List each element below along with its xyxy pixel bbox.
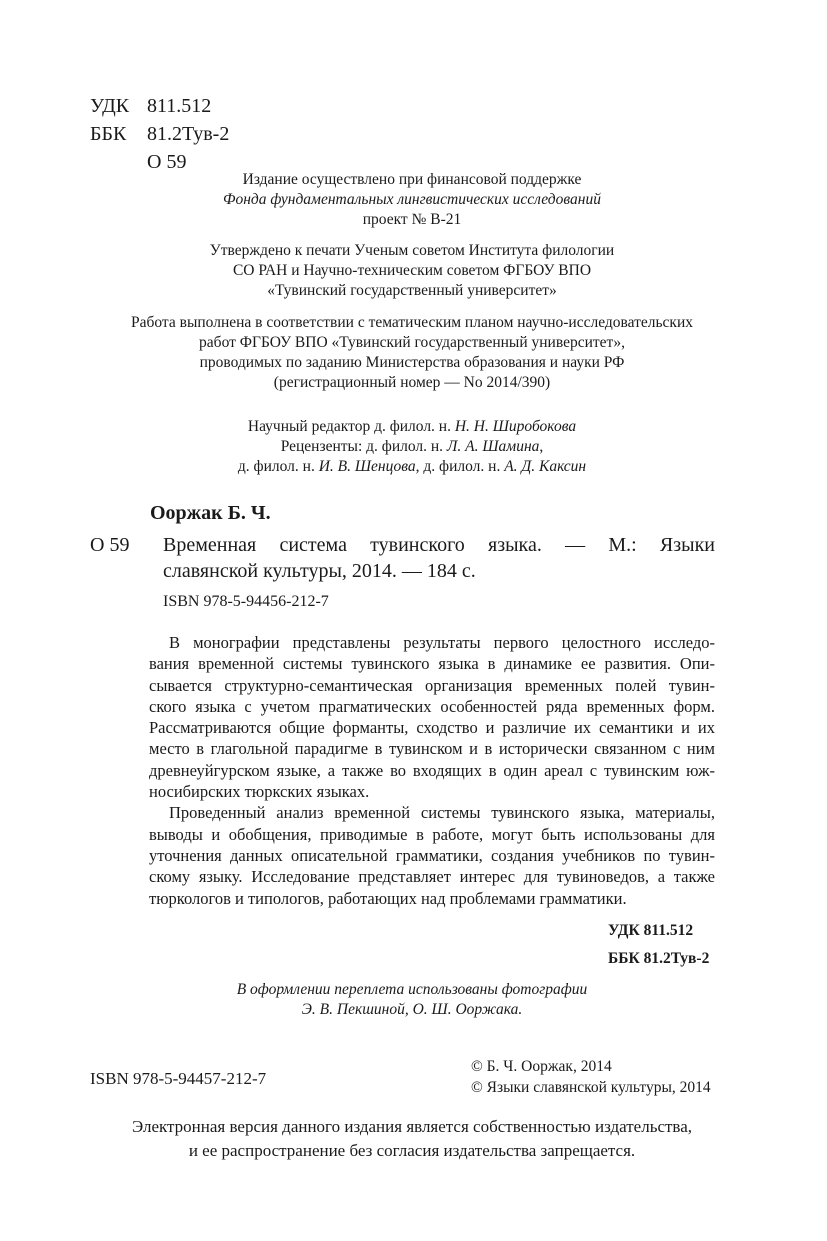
abstract-line: сывается структурно-семантическая организация временных полей тувин- (149, 675, 715, 695)
book-title (163, 532, 715, 584)
photo-credit-line-1: В оформлении переплета использованы фотографии (236, 981, 588, 998)
book-code: О 59 (90, 534, 130, 556)
work-line-3: проводимых по заданию Министерства образования и науки РФ (199, 354, 625, 371)
funding-line-2: Фонда фундаментальных лингвистических исследований (223, 191, 601, 208)
book-author: Ооржак Б. Ч. (150, 502, 271, 524)
abstract-line: древнеуйгурском языке, а также во входящих в один ареал с тувинским юж- (149, 760, 715, 780)
approval-line-3: «Тувинский государственный университет» (267, 282, 557, 299)
funding-line-3: проект № В-21 (362, 211, 462, 228)
udk-value: 811.512 (147, 95, 212, 117)
abstract-line: Рассматриваются общие форманты, сходство и различие их семантики и их (149, 718, 715, 738)
udk-bottom: УДК 811.512 (608, 922, 694, 939)
udk-label: УДК (90, 95, 130, 117)
bbk-value: 81.2Тув-2 (147, 123, 230, 145)
abstract-line: место в глагольной парадигме в тувинском и в исторически связанном с ним (149, 739, 715, 759)
footer-isbn: ISBN 978-5-94457-212-7 (90, 1069, 267, 1088)
classification-block (90, 92, 229, 176)
reviewer-3-prefix: , д. филол. н. (415, 458, 505, 475)
approval-note (90, 241, 734, 301)
reviewer-1-suffix: , (539, 438, 544, 455)
photo-credit-line-2: Э. В. Пекшиной, О. Ш. Ооржака. (301, 1001, 523, 1018)
reviewer-1: Л. А. Шамина (446, 438, 540, 455)
author-sign: О 59 (147, 151, 187, 173)
work-line-2: работ ФГБОУ ВПО «Тувинский государственный университет», (199, 334, 625, 351)
notice-line-2: и ее распространение без согласия издательства запрещается. (188, 1141, 636, 1160)
copyright-block (471, 1056, 711, 1098)
copyright-publisher: © Языки славянской культуры, 2014 (471, 1079, 711, 1096)
abstract-line: носибирских тюркских языках. (149, 782, 370, 802)
bbk-label: ББК (90, 123, 127, 145)
work-note (90, 313, 734, 393)
abstract-line: вания временной системы тувинского языка в динамике ее развития. Опи- (149, 654, 715, 674)
work-line-1: Работа выполнена в соответствии с тематическим планом научно-исследовательских (130, 314, 694, 331)
title-line-2: славянской культуры, 2014. — 184 с. (163, 560, 476, 582)
bbk-bottom: ББК 81.2Тув-2 (608, 950, 710, 967)
abstract-line: В монографии представлены результаты первого целостного исследо- (169, 633, 715, 652)
photo-credit (90, 980, 734, 1020)
abstract-line: Проведенный анализ временной системы тувинского языка, материалы, (169, 803, 715, 823)
copyright-author: © Б. Ч. Ооржак, 2014 (471, 1058, 612, 1075)
title-line-1: Временная система тувинского языка. — М.: Языки (163, 534, 715, 556)
editor-name: Н. Н. Широбокова (454, 418, 577, 435)
funding-line-1: Издание осуществлено при финансовой поддержке (242, 171, 582, 188)
approval-line-2: СО РАН и Научно-техническим советом ФГБОУ ВПО (232, 262, 592, 279)
abstract (149, 632, 715, 909)
editors-block (90, 417, 734, 477)
reviewer-2-prefix: д. филол. н. (237, 458, 319, 475)
reviewer-2: И. В. Шенцова (318, 458, 416, 475)
abstract-line: уточнения данных описательной грамматики, создания учебников по тувин- (149, 845, 715, 865)
abstract-line: скому языку. Исследование представляет интерес для тувиноведов, а также (149, 867, 715, 887)
book-isbn: ISBN 978-5-94456-212-7 (163, 593, 329, 610)
electronic-notice (80, 1115, 744, 1163)
funding-note (90, 170, 734, 230)
notice-line-1: Электронная версия данного издания является собственностью издательства, (131, 1117, 693, 1136)
editor-prefix: Научный редактор д. филол. н. (247, 418, 455, 435)
abstract-line: тюркологов и типологов, работающих над проблемами грамматики. (149, 888, 627, 908)
approval-line-1: Утверждено к печати Ученым советом Института филологии (209, 242, 615, 259)
abstract-line: ского языка с учетом прагматических особенностей ряда временных форм. (149, 696, 715, 716)
abstract-line: выводы и обобщения, приводимые в работе, могут быть использованы для (149, 824, 715, 844)
reviewers-prefix: Рецензенты: д. филол. н. (280, 438, 447, 455)
reviewer-3: А. Д. Каксин (504, 458, 587, 475)
work-line-4: (регистрационный номер — No 2014/390) (273, 374, 551, 391)
